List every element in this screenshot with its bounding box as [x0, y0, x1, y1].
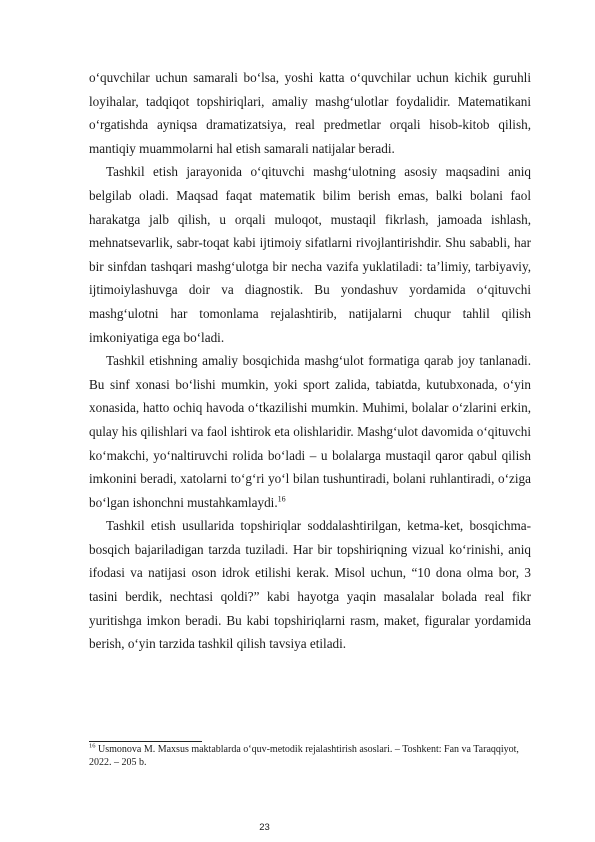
- paragraph-2: Tashkil etish jarayonida o‘qituvchi mashg‘ulotning asosiy maqsadini aniq belgilab oladi. Maqsad faqat matematik bilim berish emas, balki bolani faol harakatga jalb qilish, u orqali muloqot, mustaqil fikrlash, jamoada ishlash, mehnatsevarlik, sabr-toqat kabi ijtimoiy sifatlarni rivojlantirishdir. Shu sababli, har bir sinfdan tashqari mashg‘ulotga bir necha vazifa yuklatiladi: ta’limiy, tarbiyaviy, ijtimoiylashuvga doir va diagnostik. Bu yondashuv yordamida o‘qituvchi mashg‘ulotni har tomonlama rejalashtirib, natijalarni chuqur tahlil qilish imkoniyatiga ega bo‘ladi.: [89, 164, 531, 345]
- page-number: [0, 822, 595, 833]
- body-text: [89, 66, 531, 656]
- footnote-reference[interactable]: 16: [277, 494, 286, 504]
- paragraph-1: o‘quvchilar uchun samarali bo‘lsa, yoshi katta o‘quvchilar uchun kichik guruhli loyihalar, tadqiqot topshiriqlari, amaliy mashg‘ulotlar foydalidir. Matematikani o‘rgatishda ayniqsa dramatizatsiya, real predmetlar orqali hisob-kitob qilish, mantiqiy muammolarni hal etish samarali natijalar beradi.: [89, 70, 531, 156]
- footnote-marker: 16: [89, 742, 96, 750]
- paragraph-3-text: Tashkil etishning amaliy bosqichida mashg‘ulot formatiga qarab joy tanlanadi. Bu sinf xonasi bo‘lishi mumkin, yoki sport zalida, tabiatda, kutubxonada, o‘yin xonasida, hatto ochiq havoda o‘tkazilishi mumkin. Muhimi, bolalar o‘zlarini erkin, qulay his qilishlari va faol ishtirok eta olishlaridir. Mashg‘ulot davomida o‘qituvchi ko‘makchi, yo‘naltiruvchi rolida bo‘ladi – u bolalarga mustaqil qaror qabul qilish imkonini beradi, xatolarni to‘g‘ri yo‘l bilan tushuntiradi, bolani ruhlantiradi, o‘ziga bo‘lgan ishonchni mustahkamlaydi.: [89, 353, 531, 510]
- paragraph-4: Tashkil etish usullarida topshiriqlar soddalashtirilgan, ketma-ket, bosqichma-bosqich bajariladigan tarzda tuziladi. Har bir topshiriqning vizual ko‘rinishi, aniq ifodasi va natijasi oson idrok etilishi kerak. Misol uchun, “10 dona olma bor, 3 tasini berdik, nechtasi qoldi?” kabi hayotga yaqin masalalar bolada real fikr yuritishga imkon beradi. Bu kabi topshiriqlarni rasm, maket, figuralar yordamida berish, o‘yin tarzida tashkil qilish tavsiya etiladi.: [89, 518, 531, 652]
- footnote: [89, 743, 529, 769]
- footnote-separator: [89, 741, 202, 742]
- paragraph-3: [89, 349, 531, 514]
- footnote-text: Usmonova M. Maxsus maktablarda o‘quv-metodik rejalashtirish asoslari. – Toshkent: Fan va Taraqqiyot, 2022. – 205 b.: [89, 744, 519, 768]
- page-number-text: 23: [259, 822, 270, 833]
